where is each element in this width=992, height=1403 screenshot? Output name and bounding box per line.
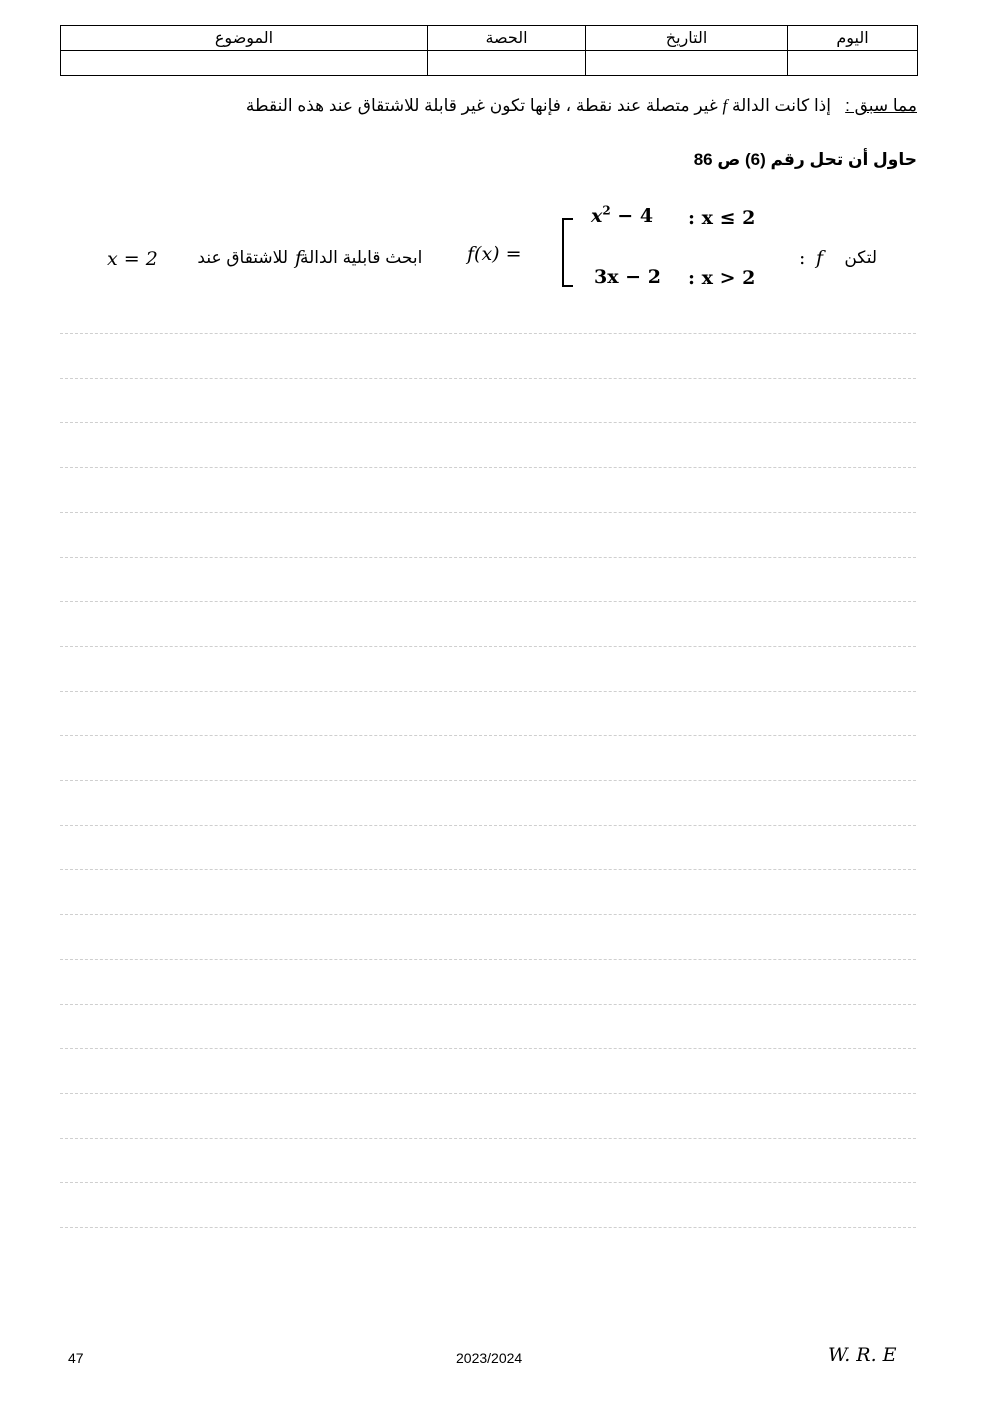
ruled-line (60, 1138, 916, 1139)
header-topic: الموضوع (61, 26, 428, 51)
header-day: اليوم (788, 26, 918, 51)
intro-label: مما سبق : (845, 96, 917, 115)
case2-expr: 3x − 2 (594, 266, 661, 288)
case1-cond: : x ≤ 2 (688, 207, 756, 229)
ruled-line (60, 378, 916, 379)
case1-expr: $x^2 - 4$ (591, 203, 654, 227)
intro-var: f (722, 96, 728, 115)
ruled-line (60, 646, 916, 647)
ruled-line (60, 914, 916, 915)
page-number: 47 (68, 1350, 84, 1366)
exercise-title: حاول أن تحل رقم (6) ص 86 (693, 150, 917, 169)
academic-year: 2023/2024 (456, 1350, 523, 1366)
ruled-line (60, 869, 916, 870)
ruled-line (60, 333, 916, 334)
ruled-line (60, 691, 916, 692)
ruled-line (60, 1048, 916, 1049)
ruled-line (60, 467, 916, 468)
ruled-line (60, 512, 916, 513)
ruled-line (60, 825, 916, 826)
ruled-line (60, 1182, 916, 1183)
case2-cond: : x > 2 (688, 267, 756, 289)
ruled-line (60, 1093, 916, 1094)
piecewise-bracket (562, 218, 573, 287)
let-f: f (816, 247, 824, 269)
problem-statement (0, 0, 992, 300)
header-session: الحصة (428, 26, 586, 51)
task-text: ابحث قابلية الدالة (300, 248, 423, 267)
point-value: x = 2 (107, 248, 158, 270)
author-initials: W. R. E (828, 1344, 897, 1366)
fx-label: f(x) = (467, 243, 522, 265)
task-var: f (294, 247, 302, 269)
task-text2: للاشتقاق عند (197, 248, 288, 267)
ruled-line (60, 735, 916, 736)
header-date: التاريخ (586, 26, 788, 51)
ruled-line (60, 780, 916, 781)
ruled-line (60, 422, 916, 423)
let-text: لتكن (844, 248, 877, 267)
ruled-line (60, 557, 916, 558)
let-colon: : (799, 247, 806, 269)
ruled-line (60, 1004, 916, 1005)
intro-text-before: إذا كانت الدالة (731, 96, 831, 115)
intro-text-after: غير متصلة عند نقطة ، فإنها تكون غير قابلة للاشتقاق عند هذه النقطة (245, 96, 718, 115)
ruled-line (60, 1227, 916, 1228)
ruled-line (60, 959, 916, 960)
ruled-line (60, 601, 916, 602)
